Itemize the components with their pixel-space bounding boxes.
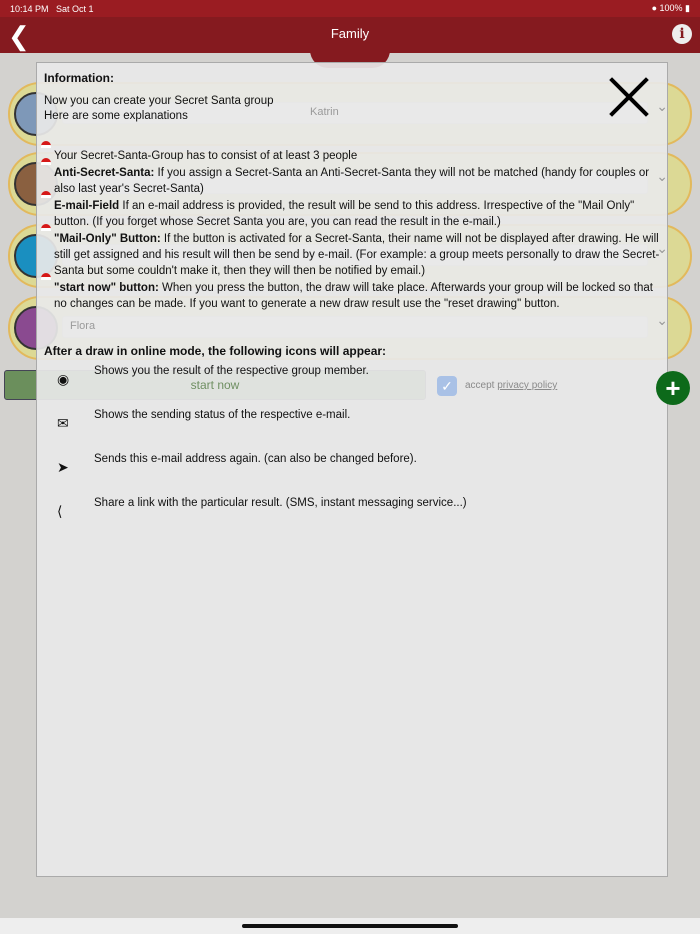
status-date: Sat Oct 1 — [56, 3, 94, 14]
resend-icon: ➤ — [57, 459, 69, 475]
back-button[interactable]: ❮ — [8, 21, 30, 51]
add-member-button[interactable]: + — [656, 371, 690, 405]
chevron-down-icon[interactable]: ⌄ — [656, 312, 668, 328]
status-bar — [0, 0, 700, 17]
privacy-checkbox[interactable]: ✓ — [437, 376, 457, 396]
icon-legend-row: ◉ Shows you the result of the respective group member. — [57, 365, 369, 387]
home-indicator[interactable] — [242, 924, 458, 928]
share-icon: ⟨ — [57, 503, 63, 519]
information-popup — [36, 62, 668, 877]
info-item: Anti-Secret-Santa: If you assign a Secret-Santa an Anti-Secret-Santa they will not be matched (handy for couples or also last year's Secret-Santa) — [54, 165, 660, 197]
chevron-down-icon[interactable]: ⌄ — [656, 240, 668, 256]
santa-hat-icon — [41, 158, 51, 165]
intro-line: Now you can create your Secret Santa group — [44, 95, 274, 107]
icon-legend-row: ⟨ Share a link with the particular result. (SMS, instant messaging service...) — [57, 497, 467, 519]
chevron-down-icon[interactable]: ⌄ — [656, 98, 668, 114]
mail-check-icon: ✉ — [57, 415, 69, 431]
info-button[interactable]: i — [672, 24, 692, 44]
name-input-text[interactable]: Katrin — [310, 106, 339, 118]
icon-legend-row: ➤ Sends this e-mail address again. (can also be changed before). — [57, 453, 417, 475]
santa-hat-icon — [41, 273, 51, 280]
info-item: E-mail-Field If an e-mail address is provided, the result will be send to this address. Irrespective of the "Mail Only" button. (If you forget whose Secret Santa you are, you can read the result in the e-mail.) — [54, 198, 660, 230]
accept-label: accept privacy policy — [465, 380, 558, 391]
info-heading: Information: — [44, 71, 114, 85]
icons-heading: After a draw in online mode, the following icons will appear: — [44, 344, 387, 358]
info-item: "Mail-Only" Button: If the button is activated for a Secret-Santa, their name will not be displayed after drawing. He will still get assigned and his result will then be send by e-mail. (For example: a group meets personally to draw the Secret-Santa but some couldn't make it, then they will then be notified by email.) — [54, 231, 660, 279]
status-time: 10:14 PM — [10, 3, 49, 14]
nav-bar — [0, 17, 700, 53]
eye-icon: ◉ — [57, 371, 70, 387]
battery-indicator: ● 100% ▮ — [651, 3, 690, 13]
chevron-down-icon[interactable]: ⌄ — [656, 168, 668, 184]
page-title: Family — [330, 26, 370, 41]
name-input-text[interactable]: Flora — [70, 320, 96, 332]
info-item: "start now" button: When you press the button, the draw will take place. Afterwards your group will be locked so that no changes can be made. If you want to generate a new draw result use the "reset drawing" button. — [54, 280, 660, 312]
start-now-label[interactable]: start now — [190, 378, 240, 392]
santa-hat-icon — [41, 191, 51, 198]
privacy-policy-link[interactable]: privacy policy — [497, 380, 558, 391]
intro-line: Here are some explanations — [44, 110, 188, 122]
santa-hat-icon — [41, 141, 51, 148]
santa-hat-icon — [41, 224, 51, 231]
icon-legend-row: ✉ Shows the sending status of the respective e-mail. — [57, 409, 351, 431]
info-item: Your Secret-Santa-Group has to consist of at least 3 people — [54, 148, 660, 164]
